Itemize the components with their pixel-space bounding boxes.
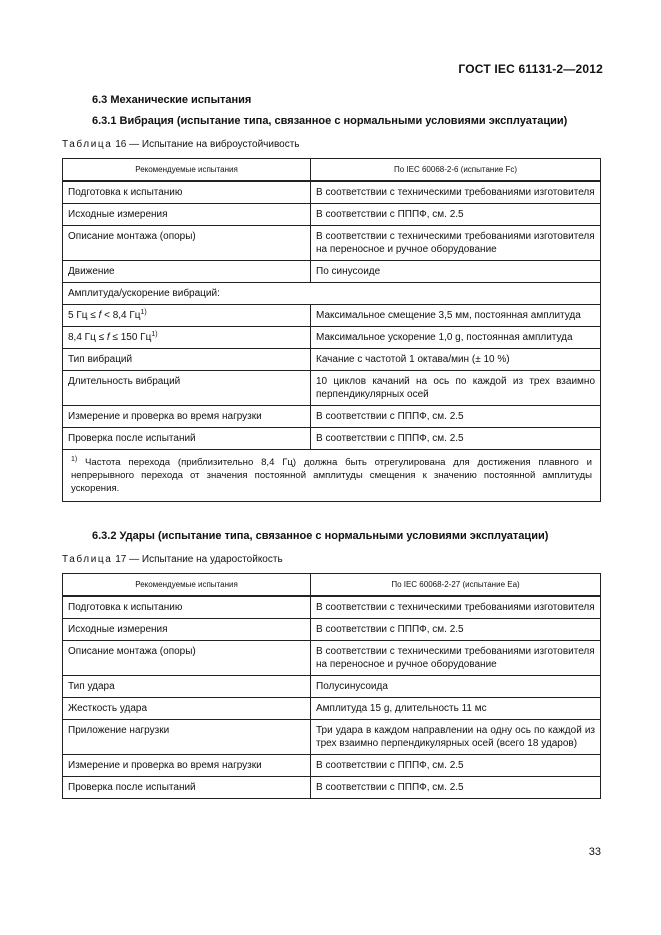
table-16-vibration — [62, 158, 601, 502]
page-number: 33 — [588, 846, 601, 858]
table-17-caption — [62, 554, 283, 565]
table-row — [63, 777, 601, 799]
table-row — [63, 406, 601, 428]
table-row — [63, 181, 601, 204]
table-row — [63, 698, 601, 720]
column-header-tests: Рекомендуемые испытания — [63, 159, 311, 182]
footnote-text: Частота перехода (приблизительно 8,4 Гц) должна быть отрегулирована для достижения плавного и непрерывного перехода от значения постоянной амплитуды смещения к значению постоянной амплитуды ускорения. — [71, 457, 592, 494]
table-16-caption-text: 16 — Испытание на виброустойчивость — [115, 139, 300, 150]
test-name — [63, 327, 311, 349]
test-group-label: Амплитуда/ускорение вибраций: — [63, 283, 601, 305]
section-title: 6.3 Механические испытания — [92, 94, 252, 106]
test-name: Проверка после испытаний — [63, 428, 311, 450]
freq-range-end: < 8,4 Гц — [101, 310, 141, 321]
test-value: По синусоиде — [311, 261, 601, 283]
test-name: Исходные измерения — [63, 619, 311, 641]
test-value: Полусинусоида — [311, 676, 601, 698]
table-footnote — [63, 450, 601, 502]
table-row — [63, 349, 601, 371]
test-value: Максимальное смещение 3,5 мм, постоянная амплитуда — [311, 305, 601, 327]
table-row — [63, 596, 601, 619]
freq-range-start: 5 Гц ≤ — [68, 310, 99, 321]
table-row — [63, 428, 601, 450]
table-16-caption-prefix: Таблица — [62, 139, 113, 150]
table-17-caption-prefix: Таблица — [62, 554, 113, 565]
freq-range-end: ≤ 150 Гц — [109, 332, 152, 343]
table-row — [63, 720, 601, 755]
test-value: Амплитуда 15 g, длительность 11 мс — [311, 698, 601, 720]
test-value: В соответствии с техническими требованиями изготовителя — [311, 596, 601, 619]
test-value: 10 циклов качаний на ось по каждой из трех взаимно перпендикулярных осей — [311, 371, 601, 406]
test-value: Качание с частотой 1 октава/мин (± 10 %) — [311, 349, 601, 371]
test-name: Подготовка к испытанию — [63, 181, 311, 204]
test-name: Жесткость удара — [63, 698, 311, 720]
test-value: В соответствии с ПППФ, см. 2.5 — [311, 406, 601, 428]
test-name: Исходные измерения — [63, 204, 311, 226]
test-name: Тип удара — [63, 676, 311, 698]
test-value: В соответствии с ПППФ, см. 2.5 — [311, 428, 601, 450]
test-name: Тип вибраций — [63, 349, 311, 371]
test-name: Движение — [63, 261, 311, 283]
document-code: ГОСТ IEC 61131-2—2012 — [458, 62, 603, 76]
test-name: Проверка после испытаний — [63, 777, 311, 799]
table-row — [63, 226, 601, 261]
table-header-row — [63, 574, 601, 597]
column-header-standard: По IEC 60068-2-6 (испытание Fc) — [311, 159, 601, 182]
test-name: Измерение и проверка во время нагрузки — [63, 755, 311, 777]
test-name: Измерение и проверка во время нагрузки — [63, 406, 311, 428]
test-value: В соответствии с ПППФ, см. 2.5 — [311, 204, 601, 226]
test-name: Приложение нагрузки — [63, 720, 311, 755]
column-header-tests: Рекомендуемые испытания — [63, 574, 311, 597]
footnote-ref: 1) — [151, 331, 158, 338]
table-row — [63, 619, 601, 641]
table-footnote-row — [63, 450, 601, 502]
test-value: Максимальное ускорение 1,0 g, постоянная амплитуда — [311, 327, 601, 349]
test-name — [63, 305, 311, 327]
test-name: Описание монтажа (опоры) — [63, 226, 311, 261]
table-row — [63, 305, 601, 327]
test-value: В соответствии с техническими требованиями изготовителя — [311, 181, 601, 204]
freq-variable: f — [98, 310, 102, 321]
table-row — [63, 641, 601, 676]
subsection-title-vibration: 6.3.1 Вибрация (испытание типа, связанное с нормальными условиями эксплуатации) — [92, 115, 568, 127]
test-name: Длительность вибраций — [63, 371, 311, 406]
test-name: Описание монтажа (опоры) — [63, 641, 311, 676]
table-row — [63, 676, 601, 698]
footnote-ref: 1) — [140, 309, 147, 316]
table-17-shock — [62, 573, 601, 799]
test-value: В соответствии с ПППФ, см. 2.5 — [311, 777, 601, 799]
table-17-caption-text: 17 — Испытание на ударостойкость — [115, 554, 283, 565]
table-row — [63, 204, 601, 226]
column-header-standard: По IEC 60068-2-27 (испытание Ea) — [311, 574, 601, 597]
table-row — [63, 327, 601, 349]
test-value: В соответствии с ПППФ, см. 2.5 — [311, 619, 601, 641]
table-header-row — [63, 159, 601, 182]
test-value: В соответствии с техническими требованиями изготовителя на переносное и ручное оборудование — [311, 226, 601, 261]
subsection-title-shock: 6.3.2 Удары (испытание типа, связанное с нормальными условиями эксплуатации) — [92, 530, 549, 542]
table-row — [63, 755, 601, 777]
footnote-marker: 1) — [71, 456, 78, 463]
test-value: В соответствии с ПППФ, см. 2.5 — [311, 755, 601, 777]
table-row-span — [63, 283, 601, 305]
test-value: Три удара в каждом направлении на одну ось по каждой из трех взаимно перпендикулярных осей (всего 18 ударов) — [311, 720, 601, 755]
table-row — [63, 371, 601, 406]
freq-range-start: 8,4 Гц ≤ — [68, 332, 107, 343]
freq-variable: f — [106, 332, 110, 343]
test-name: Подготовка к испытанию — [63, 596, 311, 619]
table-16-caption — [62, 139, 300, 150]
table-row — [63, 261, 601, 283]
test-value: В соответствии с техническими требованиями изготовителя на переносное и ручное оборудование — [311, 641, 601, 676]
